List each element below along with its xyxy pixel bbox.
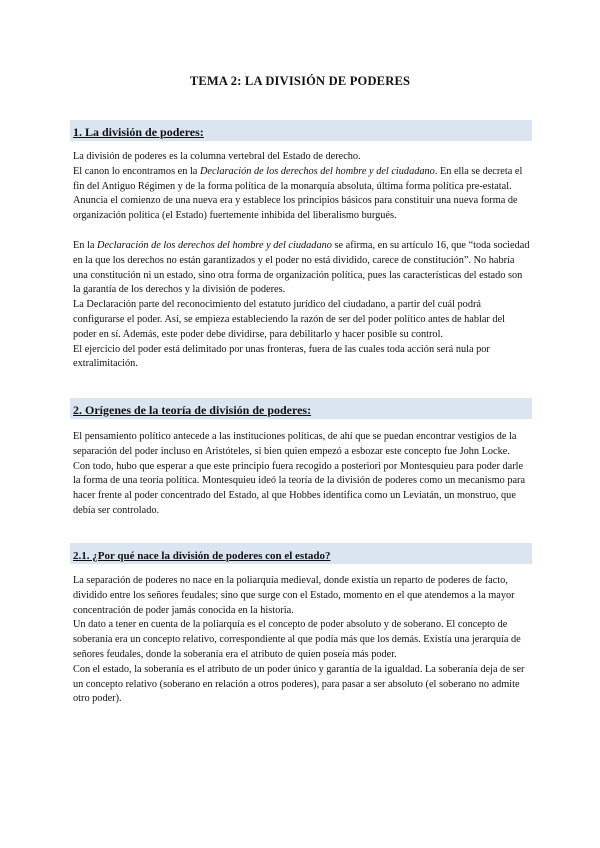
- paragraph: El canon lo encontramos en la Declaración de los derechos del hombre y del ciudadano. En ella se decreta el fin del Antiguo Régimen y de la forma política de la monarquía absoluta, última forma política pre-estatal. Anuncia el comienzo de una nueva era y establece los principios básicos para constituir una nueva forma de organización política (el Estado) fuertemente inhibida del liberalismo burgués.: [73, 165, 523, 222]
- section-2-1-body: [73, 574, 531, 707]
- section-1-body: [73, 150, 531, 372]
- paragraph: La Declaración parte del reconocimiento del estatuto jurídico del ciudadano, a partir del cuál podrá configurarse el poder. Así, se empieza estableciendo la razón de ser del poder político antes de hablar del poder en sí. Además, este poder debe dividirse, para debilitarlo y hacer posible su control.: [73, 299, 506, 340]
- paragraph: En la Declaración de los derechos del hombre y del ciudadano se afirma, en su artículo 16, que “toda sociedad en la que los derechos no están garantizados y el poder no está dividido, carece de constitución”. No habría una constitución ni un estado, sino otra forma de organización política, pues las características del estado son la garantía de los derechos y la división de poderes.: [73, 239, 530, 296]
- section-2-1-heading: 2.1. ¿Por qué nace la división de poderes con el estado?: [73, 550, 331, 562]
- section-2-body: [73, 430, 531, 519]
- document-title-italic: Declaración de los derechos del hombre y del ciudadano: [97, 239, 332, 251]
- section-2-1-heading-band: [70, 543, 532, 564]
- document-title-italic: Declaración de los derechos del hombre y del ciudadano: [199, 165, 435, 177]
- section-2-heading-band: [70, 398, 532, 419]
- paragraph: El pensamiento político antecede a las instituciones políticas, de ahí que se puedan encontrar vestigios de la separación del poder incluso en Aristóteles, si bien quien empezó a esbozar este concepto fue John Locke.: [73, 431, 517, 457]
- paragraph: Con el estado, la soberanía es el atributo de un poder único y garantía de la igualdad. La soberanía deja de ser un concepto relativo (soberano en relación a otros poderes), para pasar a ser absoluto (el soberano no admite otro poder).: [73, 663, 525, 705]
- section-1-heading: 1. La división de poderes:: [73, 125, 204, 139]
- paragraph: La separación de poderes no nace en la poliarquía medieval, donde existía un reparto de poderes de facto, dividido entre los señores feudales; sino que surge con el Estado, momento en el que atendemos a la mayor concentración de poder jamás conocida en la historia.: [73, 575, 515, 616]
- paragraph: Con todo, hubo que esperar a que este principio fuera recogido a posteriori por Montesquieu para poder darle la forma de una teoría política. Montesquieu ideó la teoría de la división de poderes como un mecanismo para hacer frente al poder concentrado del Estado, al que Hobbes identifica como un Leviatán, un monstruo, que debía ser controlado.: [73, 460, 526, 516]
- paragraph: Un dato a tener en cuenta de la poliarquía es el concepto de poder absoluto y de soberano. El concepto de soberanía era un concepto relativo, correspondiente al que podía más que los demás. Existía una jerarquía de señores feudales, donde la soberanía era el atributo de quien poseía más poder.: [73, 619, 521, 660]
- page-title: TEMA 2: LA DIVISIÓN DE PODERES: [189, 74, 411, 88]
- section-2-heading: 2. Orígenes de la teoría de división de poderes:: [73, 403, 312, 417]
- section-1-heading-band: [70, 120, 532, 141]
- paragraph: El ejercicio del poder está delimitado por unas fronteras, fuera de las cuales toda acción será nula por extralimitación.: [73, 343, 490, 370]
- paragraph: La división de poderes es la columna vertebral del Estado de derecho.: [73, 151, 361, 162]
